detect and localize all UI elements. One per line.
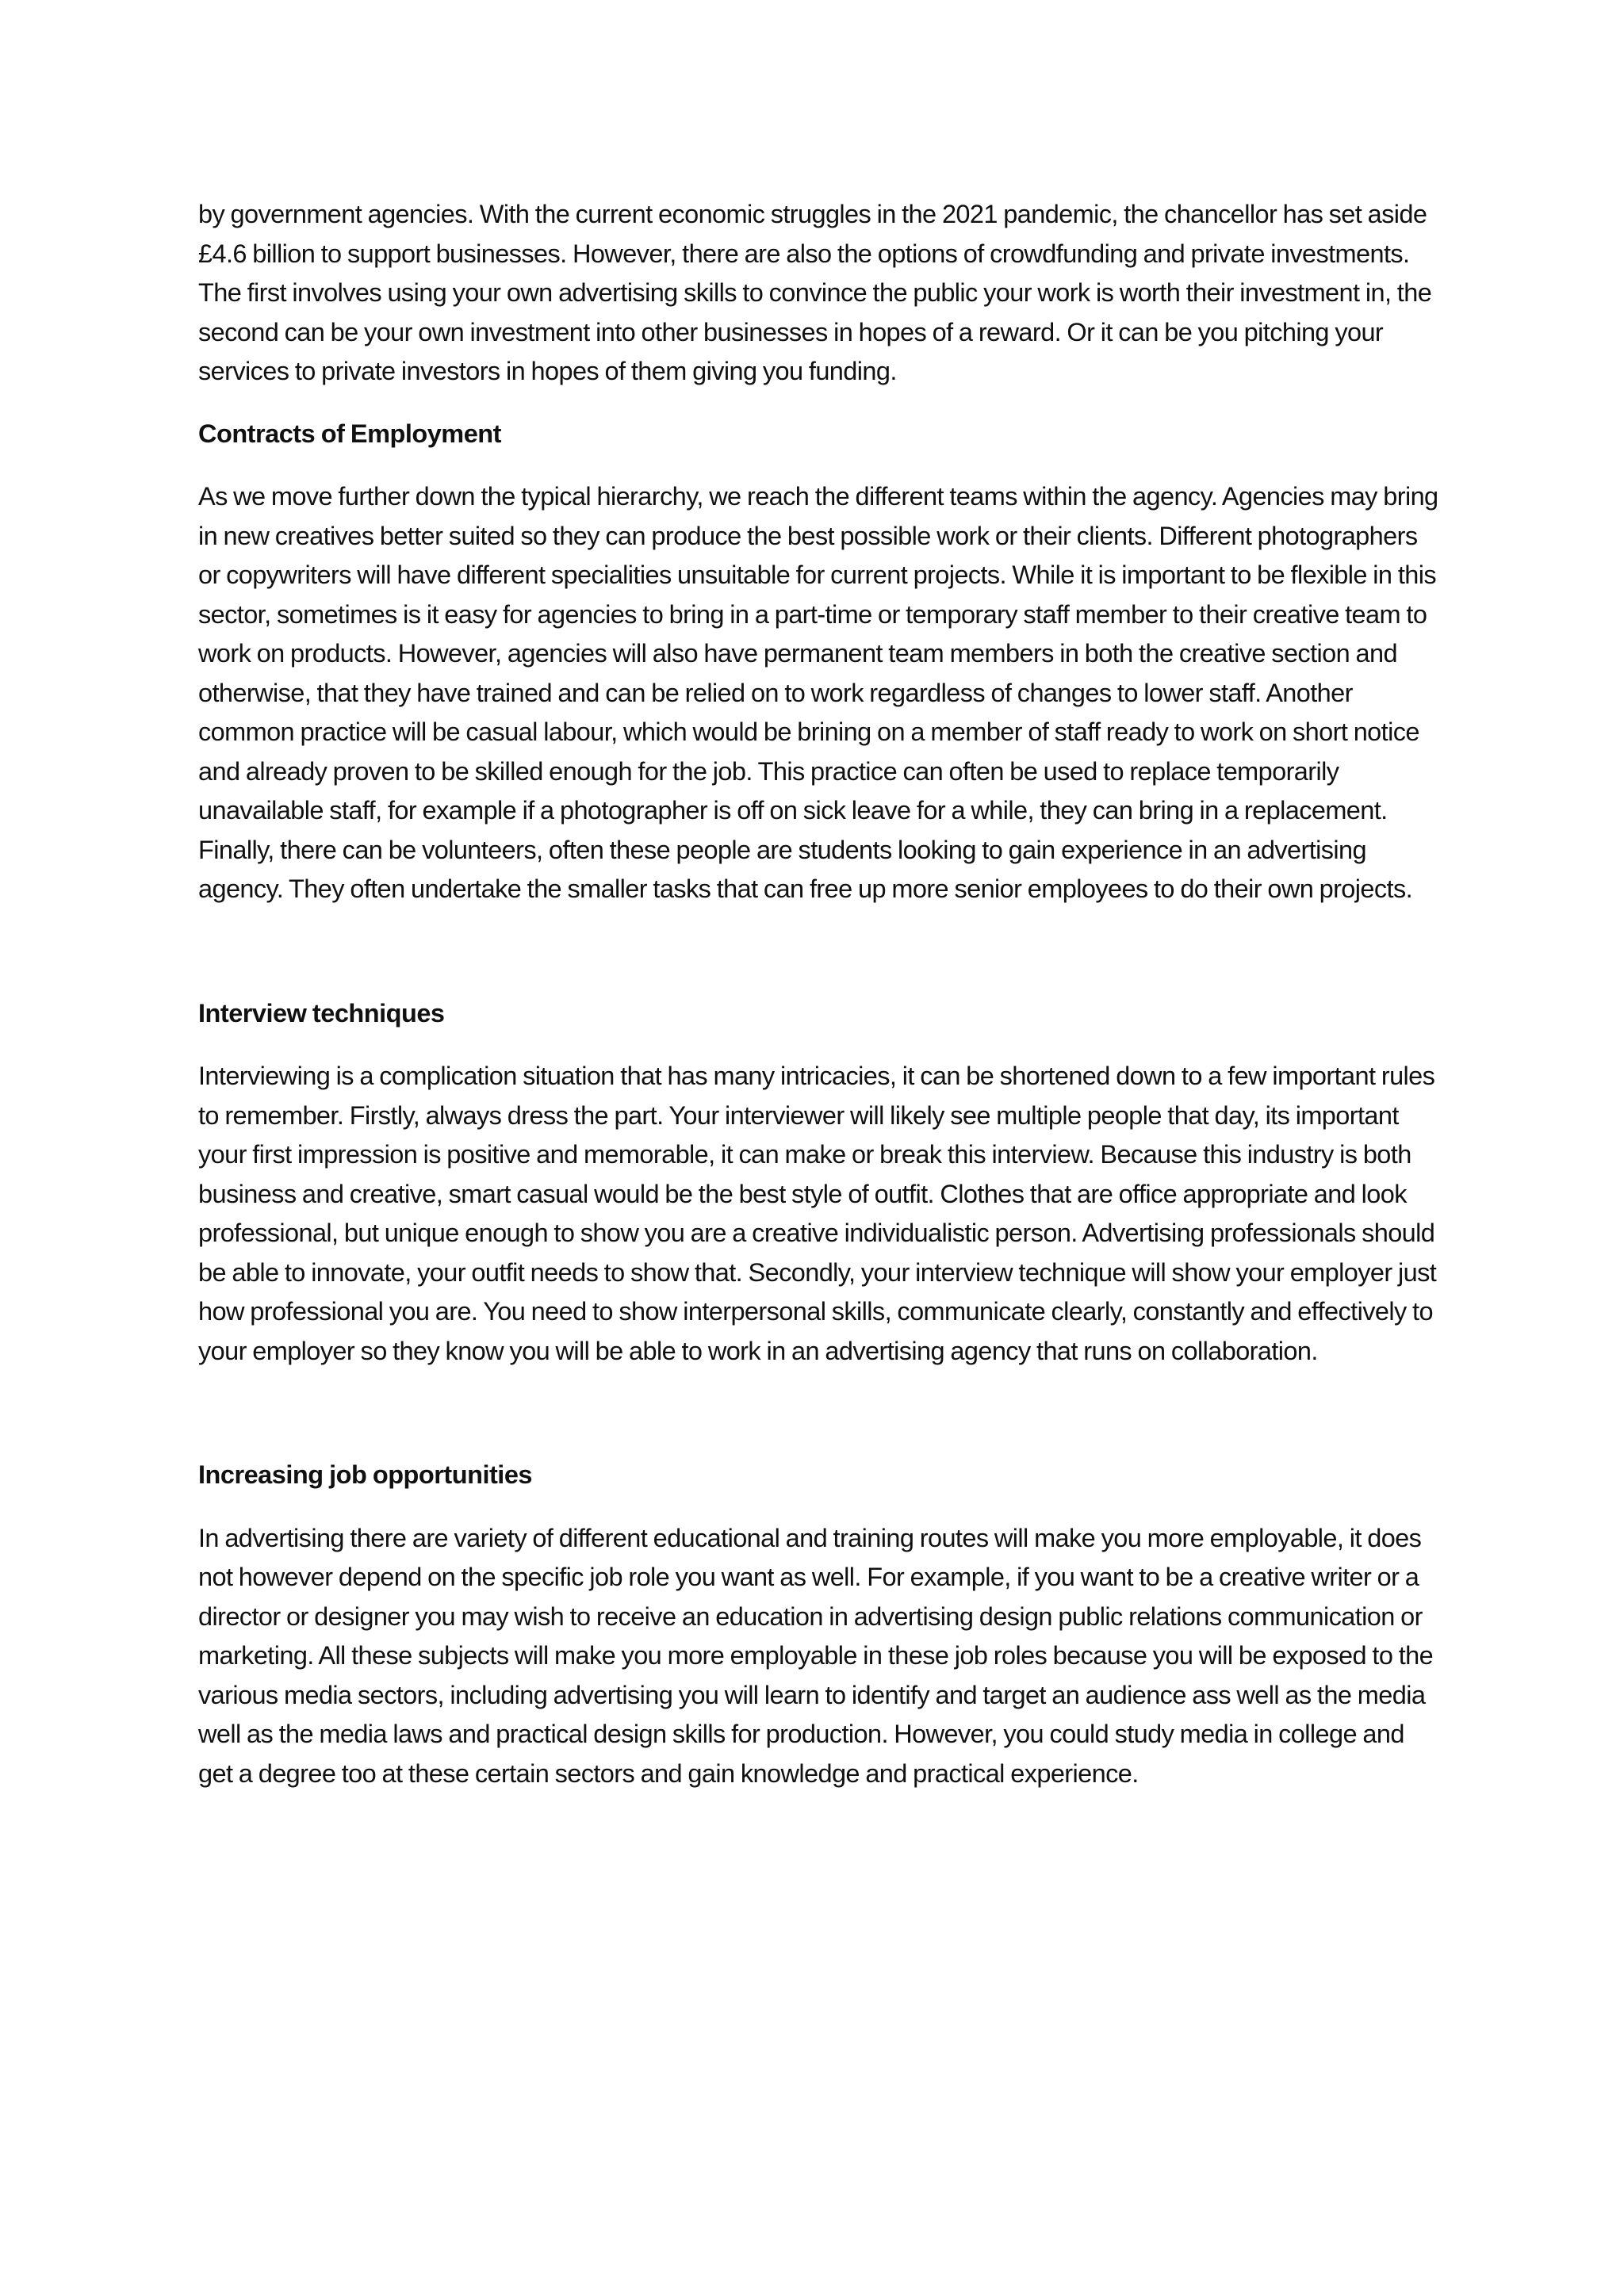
section-contracts-of-employment — [198, 415, 1443, 909]
document-body — [198, 195, 1443, 1816]
blank-line — [198, 1394, 1443, 1456]
blank-line — [198, 932, 1443, 994]
section-paragraph: In advertising there are variety of different educational and training routes will make you more employable, it does not however depend on the specific job role you want as well. For example, if you want to be a creative writer or a director or designer you may wish to receive an education in advertising design public relations communication or marketing. All these subjects will make you more employable in these job roles because you will be exposed to the various media sectors, including advertising you will learn to identify and target an audience ass well as the media well as the media laws and practical design skills for production. However, you could study media in college and get a degree too at these certain sectors and gain knowledge and practical experience. — [198, 1523, 1434, 1788]
section-paragraph: Interviewing is a complication situation that has many intricacies, it can be shortened down to a few important rules to remember. Firstly, always dress the part. Your interviewer will likely see multiple people that day, its important your first impression is positive and memorable, it can make or break this interview. Because this industry is both business and creative, smart casual would be the best style of outfit. Clothes that are office appropriate and look professional, but unique enough to show you are a creative individualistic person. Advertising professionals should be able to innovate, your outfit needs to show that. Secondly, your interview technique will show your employer just how professional you are. You need to show interpersonal skills, communicate clearly, constantly and effectively to your employer so they know you will be able to work in an advertising agency that runs on collaboration. — [198, 1062, 1437, 1365]
section-increasing-job-opportunities — [198, 1456, 1443, 1793]
section-heading: Contracts of Employment — [198, 419, 501, 448]
section-paragraph: As we move further down the typical hierarchy, we reach the different teams within the agency. Agencies may bring in new creatives better suited so they can produce the best possible work or their clients. Different photographers or copywriters will have different specialities unsuitable for current projects. While it is important to be flexible in this sector, sometimes is it easy for agencies to bring in a part-time or temporary staff member to their creative team to work on products. However, agencies will also have permanent team members in both the creative section and otherwise, that they have trained and can be relied on to work regardless of changes to lower staff. Another common practice will be casual labour, which would be brining on a member of staff ready to work on short notice and already proven to be skilled enough for the job. This practice can often be used to replace temporarily unavailable staff, for example if a photographer is off on sick leave for a while, they can bring in a replacement. Finally, there can be volunteers, often these people are students looking to gain experience in an advertising agency. They often undertake the smaller tasks that can free up more senior employees to do their own projects. — [198, 482, 1438, 903]
section-heading: Interview techniques — [198, 998, 445, 1027]
section-interview-techniques — [198, 994, 1443, 1372]
intro-paragraph: by government agencies. With the current economic struggles in the 2021 pandemic, the chancellor has set aside £4.6 billion to support businesses. However, there are also the options of crowdfunding and private investments. The first involves using your own advertising skills to convince the public your work is worth their investment in, the second can be your own investment into other businesses in hopes of a reward. Or it can be you pitching your services to private investors in hopes of them giving you funding. — [198, 200, 1432, 385]
section-heading: Increasing job opportunities — [198, 1460, 532, 1489]
